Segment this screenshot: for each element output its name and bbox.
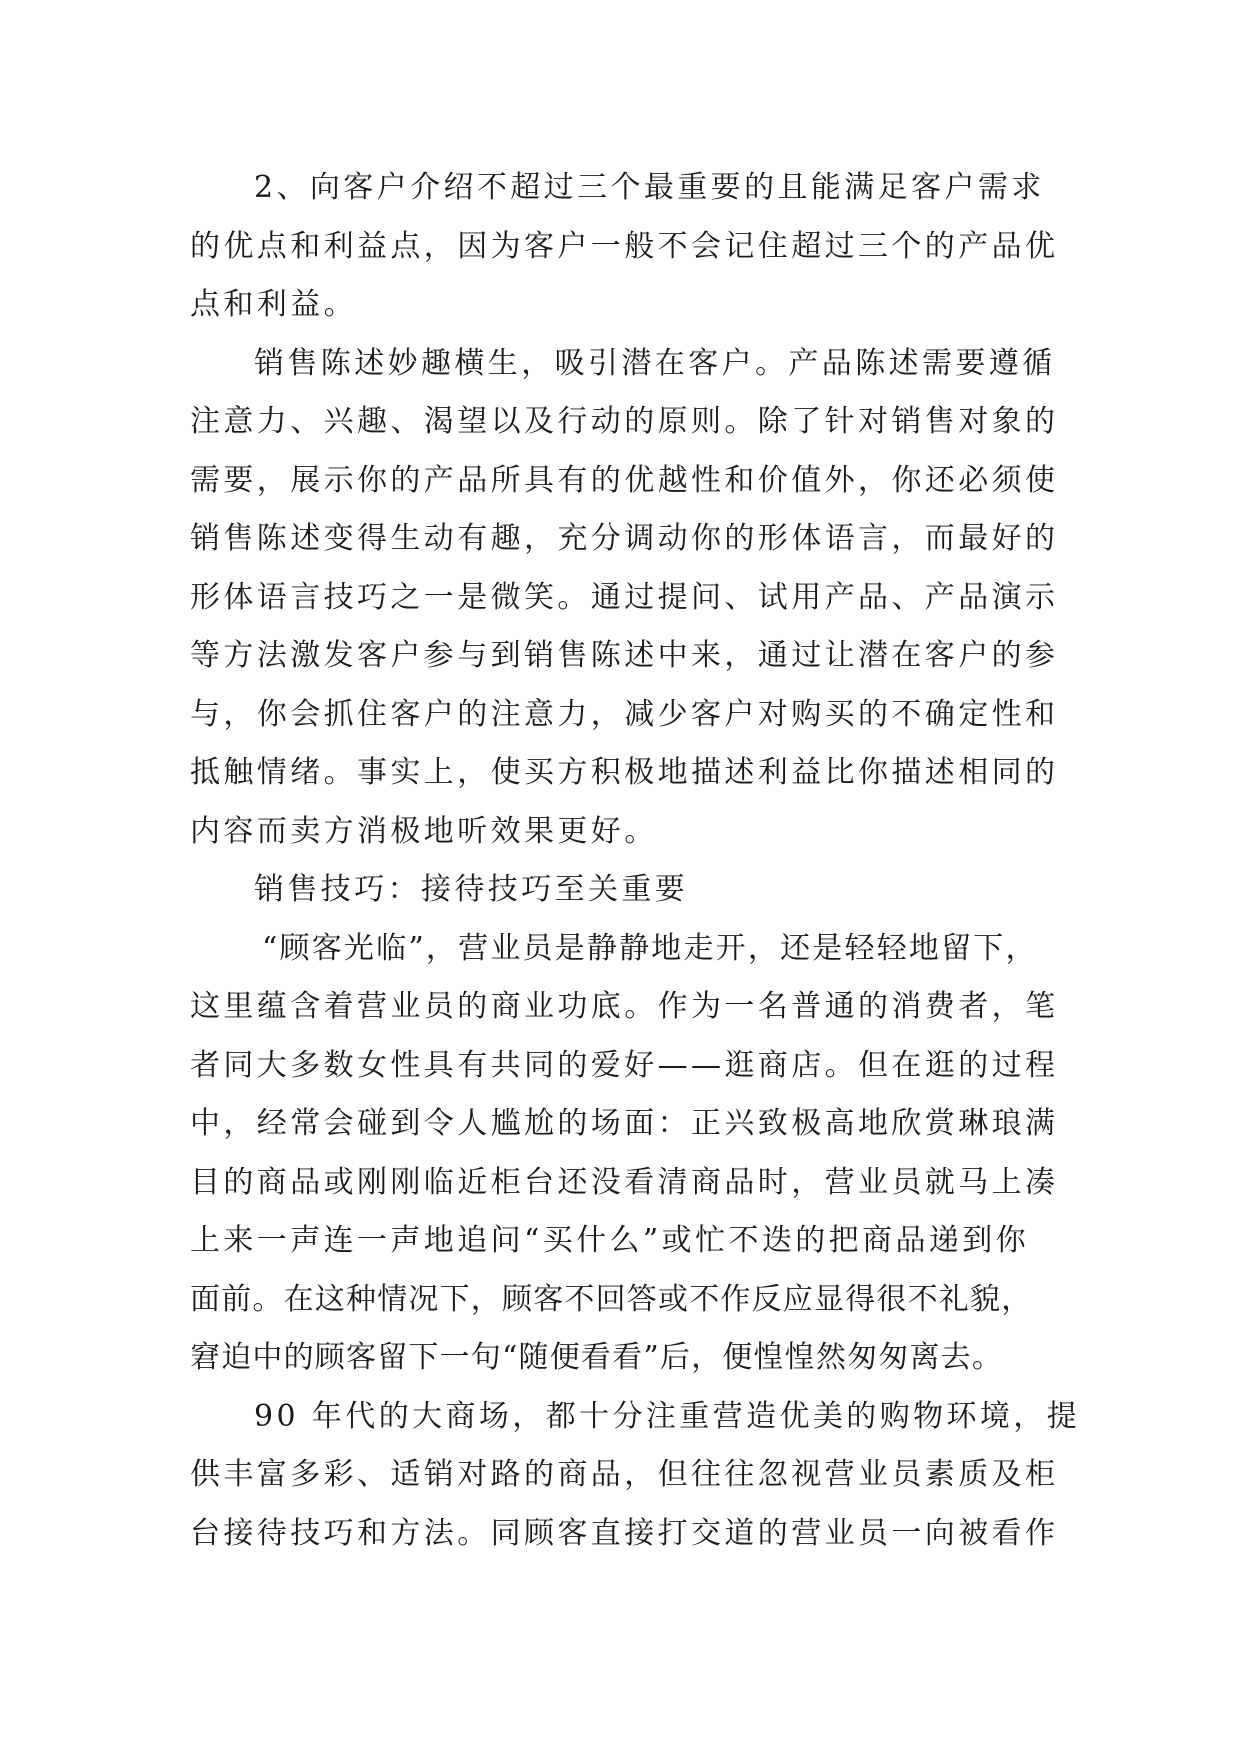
paragraph-4-line-8: 窘迫中的顾客留下一句“随便看看”后，便惶惶然匆匆离去。 xyxy=(190,1340,1004,1375)
paragraph-2-line-6: 等方法激发客户参与到销售陈述中来，通过让潜在客户的参 xyxy=(190,638,1059,673)
paragraph-1-line-2: 的优点和利益点，因为客户一般不会记住超过三个的产品优 xyxy=(190,228,1059,264)
paragraph-2-line-7: 与，你会抓住客户的注意力，减少客户对购买的不确定性和 xyxy=(190,696,1059,732)
document-body xyxy=(190,159,1081,1563)
paragraph-2-line-2: 注意力、兴趣、渴望以及行动的原则。除了针对销售对象的 xyxy=(190,404,1059,439)
paragraph-2-line-1: 销售陈述妙趣横生，吸引潜在客户。产品陈述需要遵循 xyxy=(254,345,1056,381)
paragraph-4-line-2: 这里蕴含着营业员的商业功底。作为一名普通的消费者，笔 xyxy=(190,989,1059,1024)
paragraph-4-line-6: 上来一声连一声地追问“买什么”或忙不迭的把商品递到你 xyxy=(190,1223,1030,1258)
paragraph-5-line-2: 供丰富多彩、适销对路的商品，但往往忽视营业员素质及柜 xyxy=(190,1457,1059,1492)
section-heading: 销售技巧：接待技巧至关重要 xyxy=(254,872,689,907)
paragraph-2-line-5: 形体语言技巧之一是微笑。通过提问、试用产品、产品演示 xyxy=(190,579,1059,615)
paragraph-4-line-5: 目的商品或刚刚临近柜台还没看清商品时，营业员就马上凑 xyxy=(190,1164,1059,1200)
paragraph-1-line-1: 2、向客户介绍不超过三个最重要的且能满足客户需求 xyxy=(254,170,1045,205)
paragraph-4-line-1: “顾客光临”，营业员是静静地走开，还是轻轻地留下， xyxy=(262,930,1038,966)
paragraph-1-line-3: 点和利益。 xyxy=(190,287,357,322)
paragraph-4-line-3: 者同大多数女性具有共同的爱好——逛商店。但在逛的过程 xyxy=(190,1047,1059,1083)
paragraph-2-line-9: 内容而卖方消极地听效果更好。 xyxy=(190,813,658,849)
paragraph-2-line-4: 销售陈述变得生动有趣，充分调动你的形体语言，而最好的 xyxy=(190,521,1059,556)
paragraph-2-line-8: 抵触情绪。事实上，使买方积极地描述利益比你描述相同的 xyxy=(190,755,1059,790)
paragraph-5-line-1: 90 年代的大商场，都十分注重营造优美的购物环境，提 xyxy=(254,1398,1081,1434)
paragraph-4-line-7: 面前。在这种情况下，顾客不回答或不作反应显得很不礼貌， xyxy=(190,1281,1033,1317)
paragraph-5-line-3: 台接待技巧和方法。同顾客直接打交道的营业员一向被看作 xyxy=(190,1515,1059,1551)
paragraph-4-line-4: 中，经常会碰到令人尴尬的场面：正兴致极高地欣赏琳琅满 xyxy=(190,1106,1059,1141)
paragraph-2-line-3: 需要，展示你的产品所具有的优越性和价值外，你还必须使 xyxy=(190,462,1059,498)
